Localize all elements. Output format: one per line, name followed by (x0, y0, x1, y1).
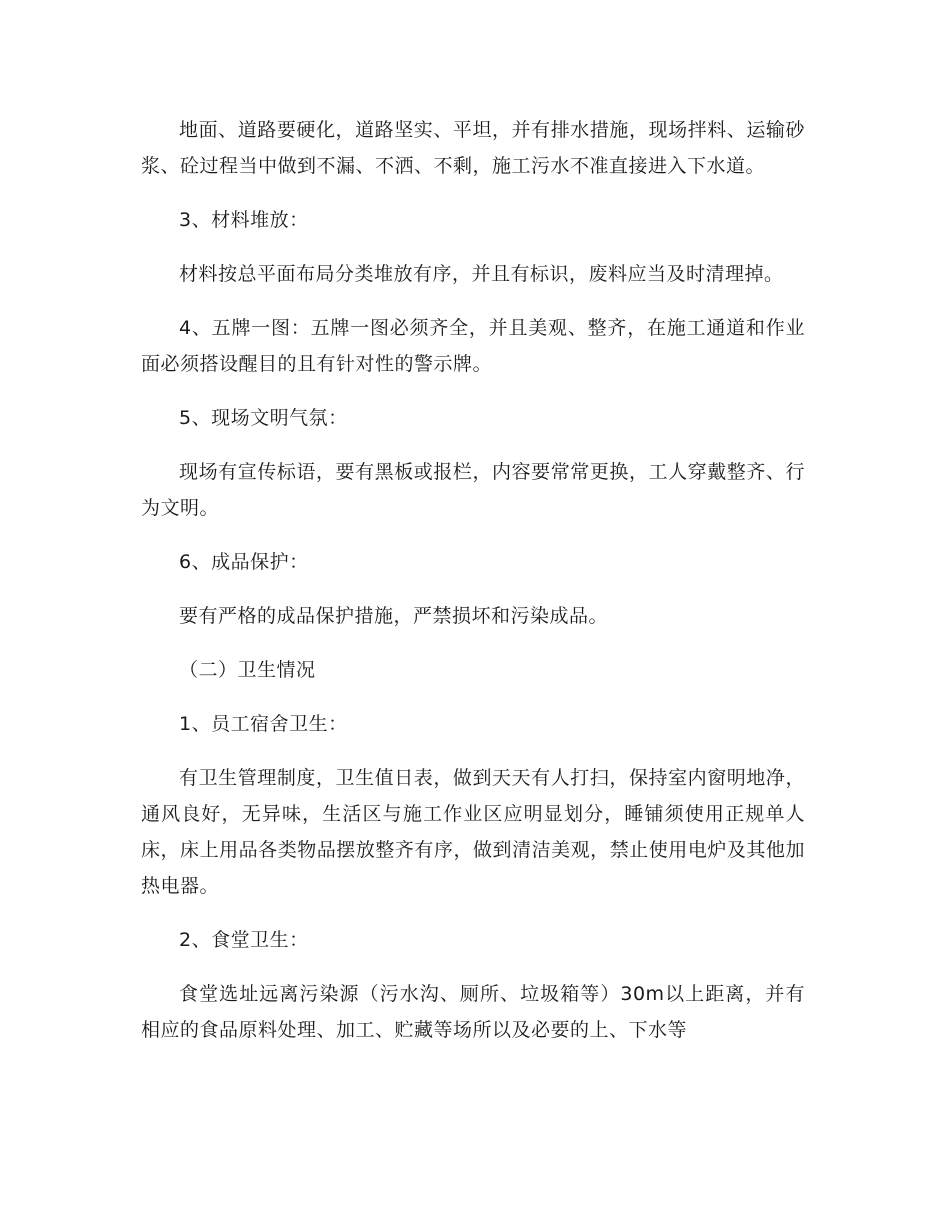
section-heading-hygiene: （二）卫生情况 (179, 659, 316, 681)
paragraph-dormitory-hygiene: 有卫生管理制度，卫生值日表，做到天天有人打扫，保持室内窗明地净，通风良好，无异味，生活区与施工作业区应明显划分，睡铺须使用正规单人床，床上用品各类物品摆放整齐有序，做到清洁美观，禁止使用电炉及其他加热电器。 (141, 767, 805, 897)
heading-product-protection: 6、成品保护： (179, 551, 309, 573)
heading-dormitory-hygiene: 1、员工宿舍卫生： (179, 713, 348, 735)
paragraph-product-protection: 要有严格的成品保护措施，严禁损坏和污染成品。 (179, 605, 609, 627)
paragraph-material-stacking: 材料按总平面布局分类堆放有序，并且有标识，废料应当及时清理掉。 (179, 263, 784, 285)
heading-canteen-hygiene: 2、食堂卫生： (179, 929, 309, 951)
paragraph-civilized-atmosphere: 现场有宣传标语，要有黑板或报栏，内容要常常更换，工人穿戴整齐、行为文明。 (141, 461, 805, 519)
paragraph-canteen-hygiene: 食堂选址远离污染源（污水沟、厕所、垃圾箱等）30m以上距离，并有相应的食品原料处理、加工、贮藏等场所以及必要的上、下水等 (141, 983, 805, 1041)
paragraph-five-boards-one-map: 4、五牌一图：五牌一图必须齐全，并且美观、整齐，在施工通道和作业面必须搭设醒目的且有针对性的警示牌。 (141, 317, 805, 375)
document-body (141, 112, 805, 1066)
heading-civilized-atmosphere: 5、现场文明气氛： (179, 407, 348, 429)
heading-material-stacking: 3、材料堆放： (179, 209, 309, 231)
paragraph-paving: 地面、道路要硬化，道路坚实、平坦，并有排水措施，现场拌料、运输砂浆、砼过程当中做到不漏、不洒、不剩，施工污水不准直接进入下水道。 (141, 119, 805, 177)
